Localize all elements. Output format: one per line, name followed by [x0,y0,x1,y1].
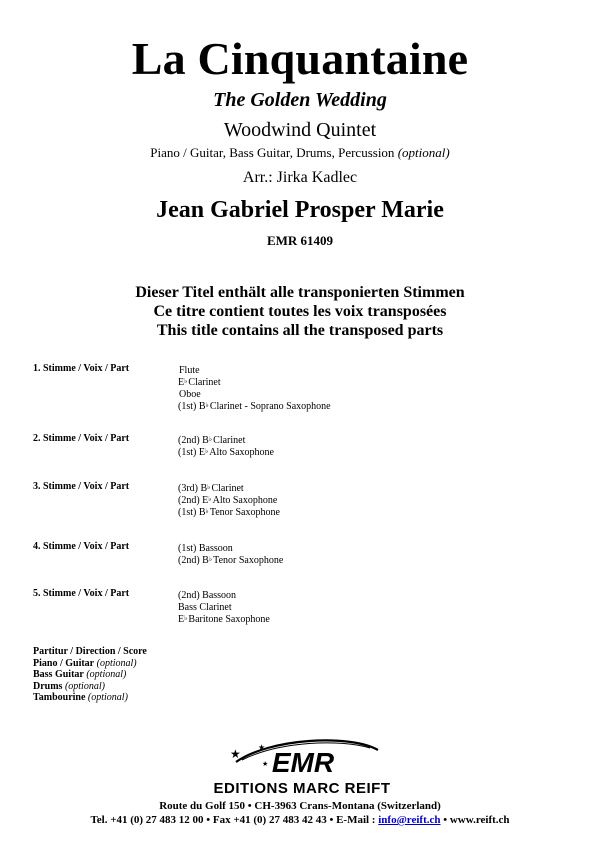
instrumentation-optional: (optional) [397,145,450,160]
additional-parts-list [33,646,147,704]
part-label: 3. Stimme / Voix / Part [33,481,130,492]
notice-french: Ce titre contient toutes les voix transposées [153,303,447,320]
logo-star: ★ [262,760,269,768]
part-label: 5. Stimme / Voix / Part [33,588,130,599]
instrument: (1st) B♭Tenor Saxophone [178,507,280,518]
logo-mark: EMR [271,747,335,778]
subtitle: The Golden Wedding [213,89,387,111]
part-label: 4. Stimme / Voix / Part [33,541,130,552]
ensemble: Woodwind Quintet [223,119,377,141]
additional-part: Drums (optional) [33,680,105,692]
emr-logo [200,736,405,796]
publisher-address: Route du Golf 150 • CH-3963 Crans-Montana (Switzerland) [159,800,441,812]
part-instrument-list [178,541,283,565]
part-instrument-list [178,433,274,457]
instrument: E♭Baritone Saxophone [178,614,270,625]
instrument: Bass Clarinet [178,602,232,613]
instrumentation [0,144,600,161]
instrumentation-main: Piano / Guitar, Bass Guitar, Drums, Percussion [150,145,395,160]
part-instrument-list [178,363,331,411]
composer: Jean Gabriel Prosper Marie [156,197,444,223]
additional-part: Tambourine (optional) [33,692,128,703]
part-instrument-list [178,588,270,624]
arranger: Arr.: Jirka Kadlec [242,169,358,186]
additional-part: Piano / Guitar (optional) [33,657,137,669]
instrument: (2nd) B♭Clarinet [178,435,246,446]
part-label: 1. Stimme / Voix / Part [33,363,130,374]
additional-part: Bass Guitar (optional) [33,669,127,680]
publisher-name: EDITIONS MARC REIFT [213,780,391,796]
instrument: Oboe [179,389,201,400]
email-link[interactable]: info@reift.ch [378,814,441,826]
instrument: (2nd) B♭Tenor Saxophone [178,555,284,566]
instrument: (1st) B♭Clarinet - Soprano Saxophone [178,401,331,412]
instrument: (1st) E♭Alto Saxophone [178,447,274,458]
part-label: 2. Stimme / Voix / Part [33,433,130,444]
publisher-contact: Tel. +41 (0) 27 483 12 00 • Fax +41 (0) 27 483 42 43 • E-Mail : info@reift.ch • www.reift.ch [90,814,510,826]
additional-part: Partitur / Direction / Score [33,646,147,657]
catalog-number: EMR 61409 [266,233,334,248]
instrument: E♭Clarinet [178,377,221,388]
notice-english: This title contains all the transposed parts [156,322,444,339]
instrument: (2nd) Bassoon [178,590,237,601]
instrument: (2nd) E♭Alto Saxophone [178,495,278,506]
instrument: (3rd) B♭Clarinet [178,483,244,494]
part-instrument-list [178,481,280,517]
instrument: Flute [179,365,200,376]
logo-star: ★ [230,747,241,761]
logo-star: ★ [258,743,266,752]
instrument: (1st) Bassoon [178,543,233,554]
notice-german: Dieser Titel enthält alle transponierten Stimmen [135,284,465,301]
page-title: La Cinquantaine [131,33,469,84]
